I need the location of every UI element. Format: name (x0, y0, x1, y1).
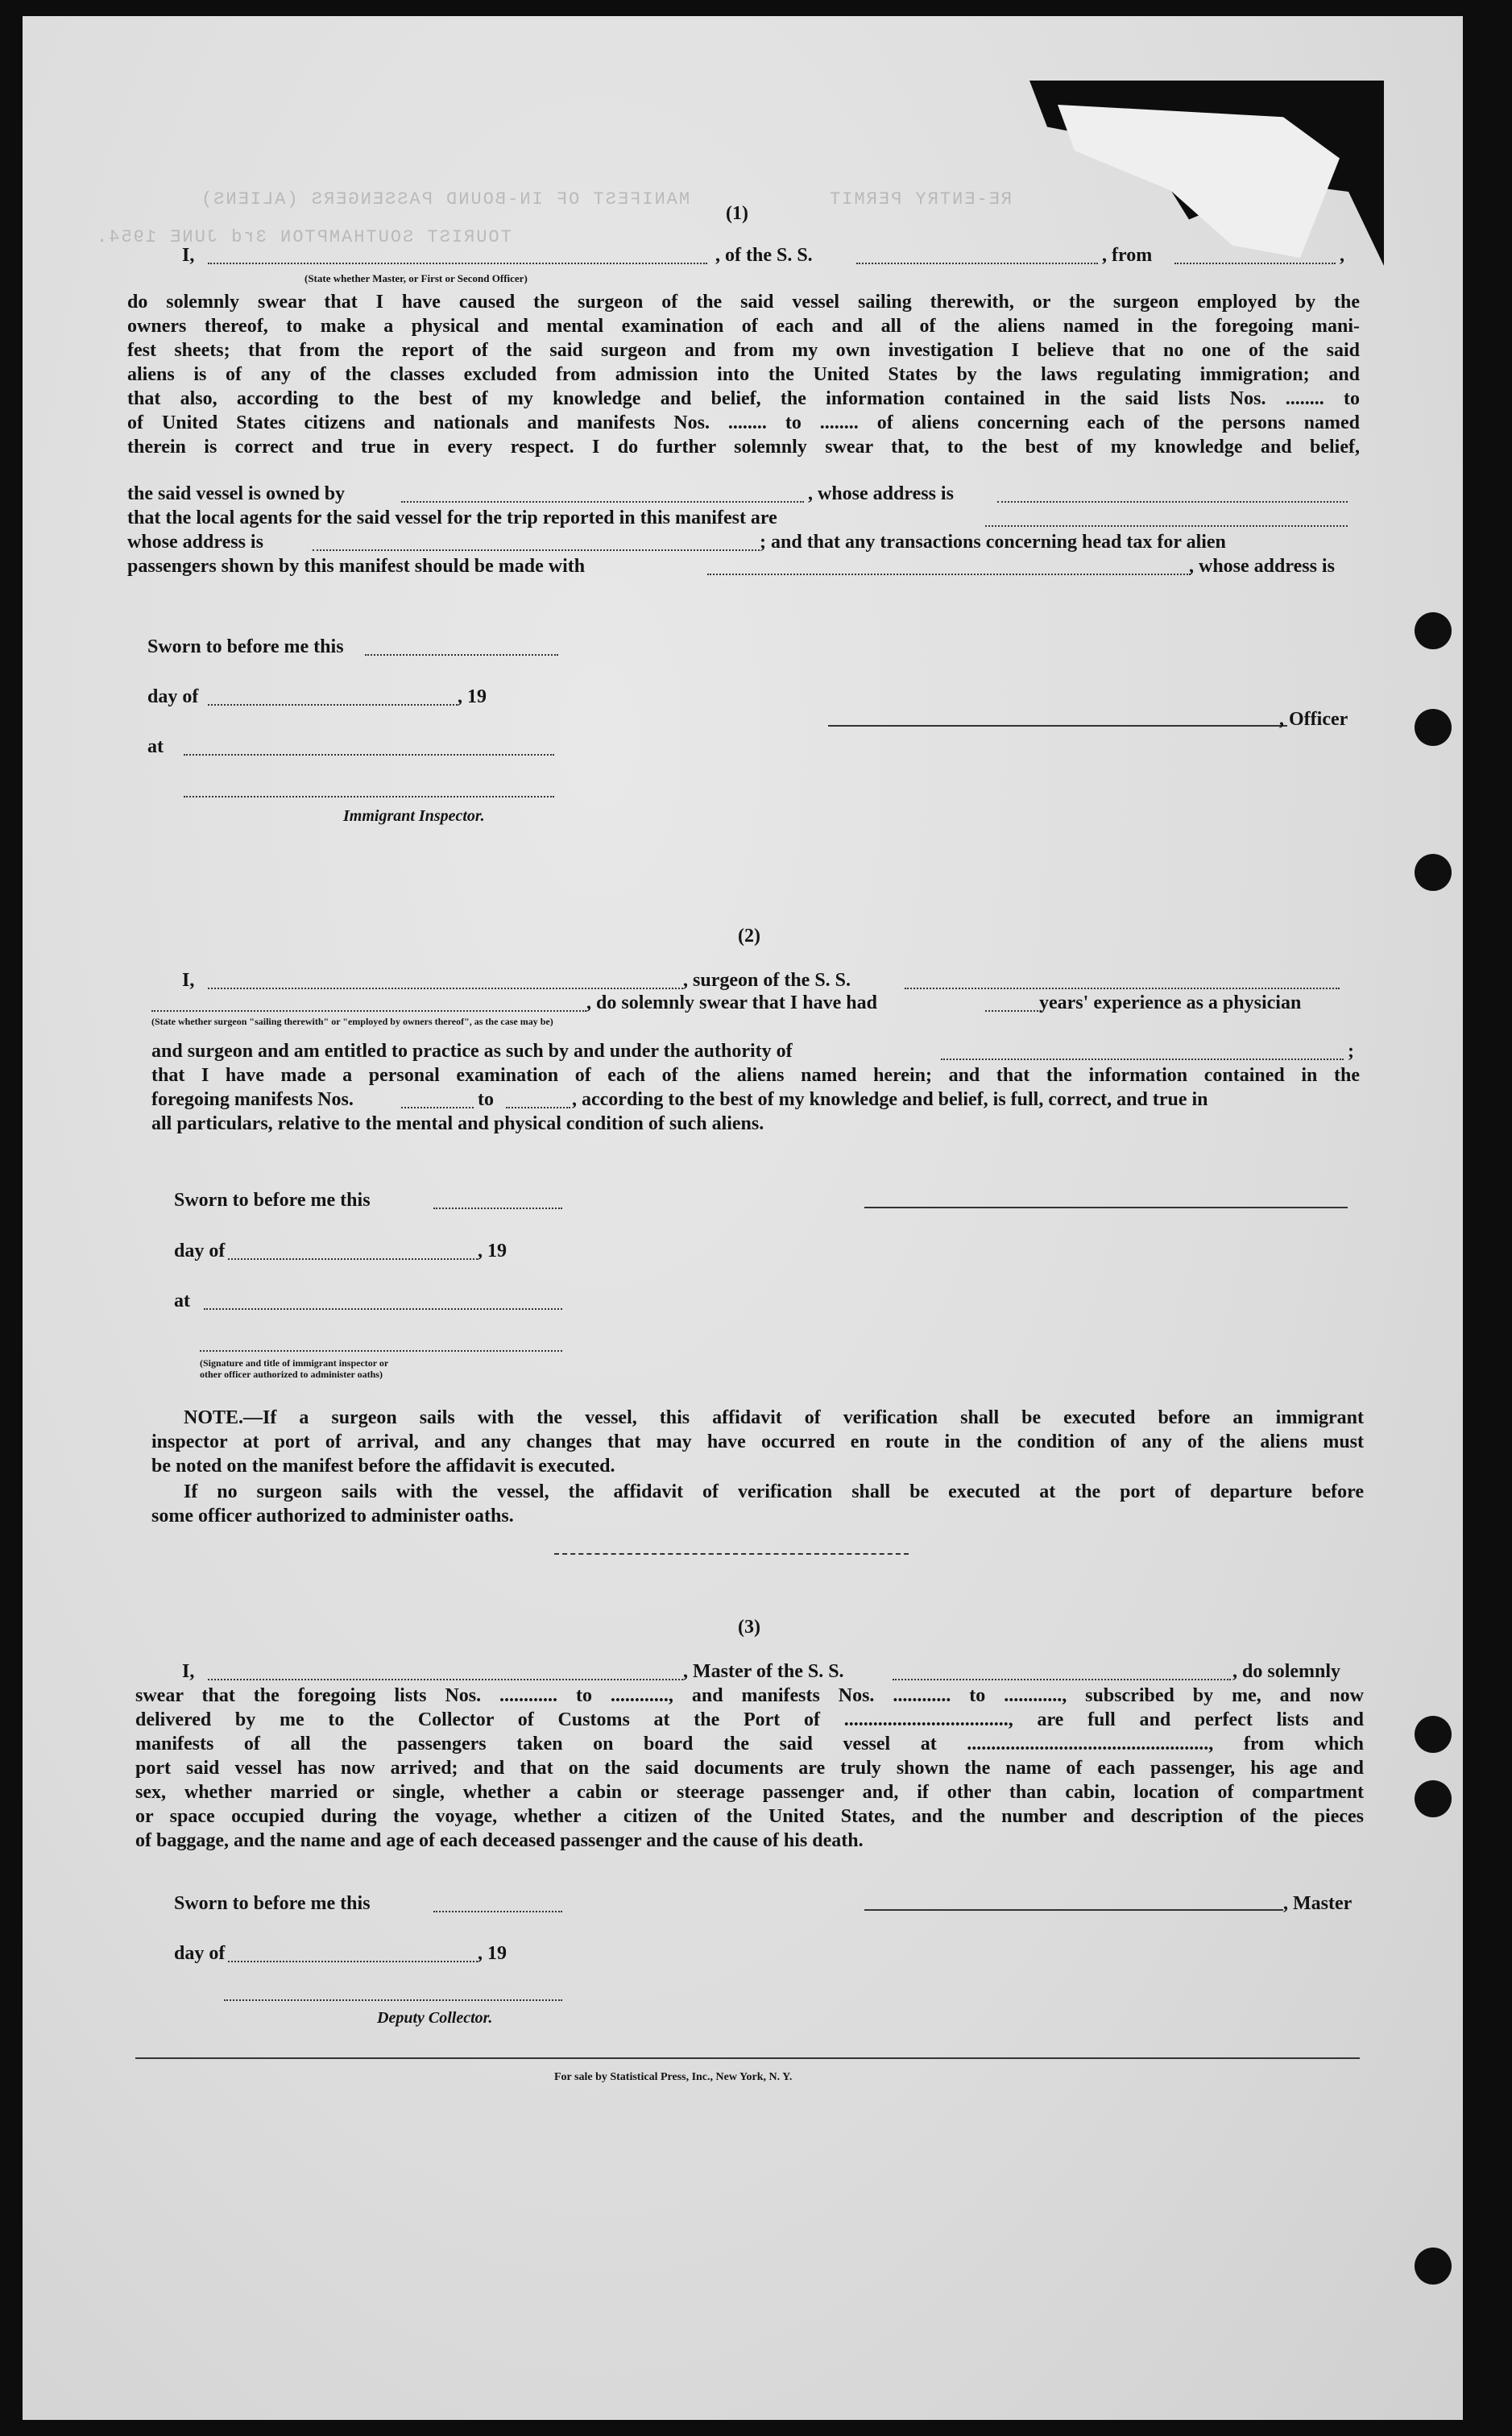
s1-sworn: Sworn to before me this (147, 636, 344, 657)
s3-l1-end: , do solemnly (1232, 1661, 1341, 1682)
s3-para-line: of baggage, and the name and age of each deceased passenger and the cause of his death. (135, 1830, 864, 1851)
s1-owned-by: the said vessel is owned by (127, 483, 346, 504)
s1-line1-prefix: I, (182, 245, 195, 266)
s2-nineteen: , 19 (478, 1241, 507, 1262)
s2-at: at (174, 1290, 190, 1311)
s2-note-line: NOTE.—If a surgeon sails with the vessel, this affidavit of verification shall be executed before an immigrant (184, 1407, 1364, 1428)
s2-note-line: If no surgeon sails with the vessel, the affidavit of verification shall be executed at the port of departure before (184, 1481, 1364, 1502)
s1-immigrant-inspector: Immigrant Inspector. (343, 807, 485, 825)
deputy-collector-signature-blank[interactable] (224, 1999, 562, 2001)
s1-agents: that the local agents for the said vessel for the trip reported in this manifest are (127, 508, 777, 528)
punch-hole (1415, 612, 1452, 649)
head-tax-contact-blank[interactable] (707, 574, 1191, 575)
s3-nineteen: , 19 (478, 1943, 507, 1964)
practice-authority-blank[interactable] (941, 1058, 1344, 1060)
s3-para-line: swear that the foregoing lists Nos. ............ to ............, and manifests Nos. ............ to ............, subscribed by me, and now (135, 1685, 1364, 1706)
s1-para-line: owners thereof, to make a physical and mental examination of each and all of the aliens named in the foregoing mani- (127, 316, 1360, 337)
s1-owned-addr: , whose address is (808, 483, 954, 504)
s1-line1-end: , (1340, 245, 1344, 266)
s2-instruction: (State whether surgeon "sailing therewith" or "employed by owners thereof", as the case may be) (151, 1016, 553, 1027)
s1-nineteen: , 19 (458, 686, 487, 707)
s3-deputy-collector: Deputy Collector. (377, 2009, 493, 2027)
section-1-number: (1) (726, 203, 748, 224)
manifest-page (23, 16, 1463, 2420)
s1-passengers: passengers shown by this manifest should be made with (127, 556, 586, 577)
master-signature-line[interactable] (864, 1909, 1283, 1911)
bleed-through-text: TOURIST SOUTHAMPTON 3rd JUNE 1954. (95, 227, 512, 247)
s2-note-line: be noted on the manifest before the affidavit is executed. (151, 1456, 615, 1477)
surgeon-type-blank[interactable] (151, 1010, 586, 1012)
s1-day-of: day of (147, 686, 199, 707)
punch-hole (1415, 1716, 1452, 1753)
s3-para-line: port said vessel has now arrived; and that on the said documents are truly shown the name of each passenger, his age and (135, 1758, 1364, 1779)
years-experience-blank[interactable] (985, 1010, 1042, 1012)
owner-blank[interactable] (401, 501, 804, 503)
s3-vessel-blank[interactable] (893, 1679, 1231, 1680)
s2-sig-note-2: other officer authorized to administer oaths) (200, 1369, 383, 1380)
s2-l5-a: foregoing manifests Nos. (151, 1089, 354, 1110)
s3-oath-paragraph (135, 1684, 1364, 1853)
bleed-through-text: MANIFEST OF IN-BOUND PASSENGERS (ALIENS) (200, 189, 690, 209)
section-3-number: (3) (738, 1617, 760, 1638)
s2-place-blank[interactable] (204, 1308, 562, 1310)
s2-l5-c: , according to the best of my knowledge and belief, is full, correct, and true in (572, 1089, 1208, 1110)
surgeon-signature-line[interactable] (864, 1207, 1348, 1208)
s2-vessel-blank[interactable] (905, 988, 1340, 989)
s1-head-tax: ; and that any transactions concerning head tax for alien (760, 532, 1226, 553)
officer-signature-line[interactable] (828, 725, 1287, 727)
s2-l6: all particulars, relative to the mental and physical condition of such aliens. (151, 1113, 764, 1134)
s3-l1-mid: , Master of the S. S. (683, 1661, 844, 1682)
s3-master: , Master (1283, 1893, 1353, 1914)
surgeon-name-blank[interactable] (208, 988, 683, 989)
s1-line1-ss: , of the S. S. (715, 245, 813, 266)
s1-oath-paragraph (127, 290, 1360, 459)
master-name-blank[interactable] (208, 263, 707, 264)
s3-day-of: day of (174, 1943, 226, 1964)
s3-sworn: Sworn to before me this (174, 1893, 371, 1914)
from-port-blank[interactable] (1174, 263, 1336, 264)
s2-note-line: some officer authorized to administer oaths. (151, 1506, 514, 1527)
s1-para-line: of United States citizens and nationals and manifests Nos. ........ to ........ of aliens concerning each of the persons named (127, 412, 1360, 433)
s3-para-line: delivered by me to the Collector of Customs at the Port of .................................., are full and perfect lists and (135, 1709, 1364, 1730)
s1-instruction: (State whether Master, or First or Second Officer) (304, 272, 528, 284)
s1-line1-from: , from (1102, 245, 1153, 266)
s2-l1-prefix: I, (182, 970, 195, 991)
s1-month-blank[interactable] (208, 704, 458, 706)
s2-manifest-to-blank[interactable] (506, 1107, 570, 1108)
s3-master-name-blank[interactable] (208, 1679, 683, 1680)
footer-printer: For sale by Statistical Press, Inc., New York, N. Y. (554, 2071, 793, 2083)
s2-inspector-signature-blank[interactable] (200, 1350, 562, 1352)
s3-sworn-day-blank[interactable] (433, 1911, 562, 1912)
footer-rule (135, 2057, 1360, 2059)
s2-note-line: inspector at port of arrival, and any changes that may have occurred en route in the condition of any of the aliens must (151, 1431, 1364, 1452)
punch-hole (1415, 854, 1452, 891)
s2-sig-note-1: (Signature and title of immigrant inspector or (200, 1357, 389, 1369)
s2-l3: and surgeon and am entitled to practice as such by and under the authority of (151, 1041, 793, 1062)
s1-officer: , Officer (1279, 709, 1348, 730)
s3-para-line: sex, whether married or single, whether a cabin or steerage passenger and, if other than cabin, location of compartment (135, 1782, 1364, 1803)
s3-para-line: manifests of all the passengers taken on board the said vessel at .................................................., from which (135, 1734, 1364, 1754)
s2-l2-end: years' experience as a physician (1039, 992, 1302, 1013)
bleed-through-text: RE-ENTRY PERMIT (828, 189, 1013, 209)
s2-month-blank[interactable] (228, 1258, 478, 1260)
agents-blank[interactable] (985, 525, 1348, 527)
s1-sworn-day-blank[interactable] (365, 654, 558, 656)
punch-hole (1415, 1780, 1452, 1817)
s2-l1-mid: , surgeon of the S. S. (683, 970, 851, 991)
s2-officer-signature-blank[interactable] (554, 1553, 909, 1555)
agents-address-blank[interactable] (313, 549, 760, 551)
s2-l2-mid: , do solemnly swear that I have had (586, 992, 877, 1013)
s3-para-line: or space occupied during the voyage, whether a citizen of the United States, and the number and description of the pieces (135, 1806, 1364, 1827)
s1-para-line: do solemnly swear that I have caused the surgeon of the said vessel sailing therewith, or the surgeon employed by the (127, 292, 1360, 313)
s1-whose-addr: whose address is (127, 532, 263, 553)
s2-l5-b: to (478, 1089, 494, 1110)
owner-address-blank[interactable] (997, 501, 1348, 503)
punch-hole (1415, 709, 1452, 746)
s2-sworn-day-blank[interactable] (433, 1208, 562, 1209)
s2-l3-end: ; (1348, 1041, 1354, 1062)
section-2-number: (2) (738, 926, 760, 947)
vessel-name-blank[interactable] (856, 263, 1098, 264)
s2-manifest-from-blank[interactable] (401, 1107, 474, 1108)
s2-day-of: day of (174, 1241, 226, 1262)
curled-paper-flap (1058, 105, 1340, 258)
s3-month-blank[interactable] (228, 1961, 478, 1962)
s2-l4: that I have made a personal examination of each of the aliens named herein; and that the information contained in the (151, 1065, 1360, 1086)
s1-para-line: fest sheets; that from the report of the said surgeon and from my own investigation I believe that no one of the said (127, 340, 1360, 361)
s1-para-line: aliens is of any of the classes excluded from admission into the United States by the laws regulating immigration; and (127, 364, 1360, 385)
s1-place-blank[interactable] (184, 754, 554, 756)
punch-hole (1415, 2248, 1452, 2285)
s1-at: at (147, 736, 164, 757)
s1-para-line: that also, according to the best of my knowledge and belief, the information contained in the said lists Nos. ........ to (127, 388, 1360, 409)
s1-passengers-addr: , whose address is (1189, 556, 1335, 577)
s3-l1-prefix: I, (182, 1661, 195, 1682)
s2-sworn: Sworn to before me this (174, 1190, 371, 1211)
s1-para-line: therein is correct and true in every respect. I do further solemnly swear that, to the best of my knowledge and belief, (127, 437, 1360, 458)
inspector-signature-blank[interactable] (184, 796, 554, 798)
